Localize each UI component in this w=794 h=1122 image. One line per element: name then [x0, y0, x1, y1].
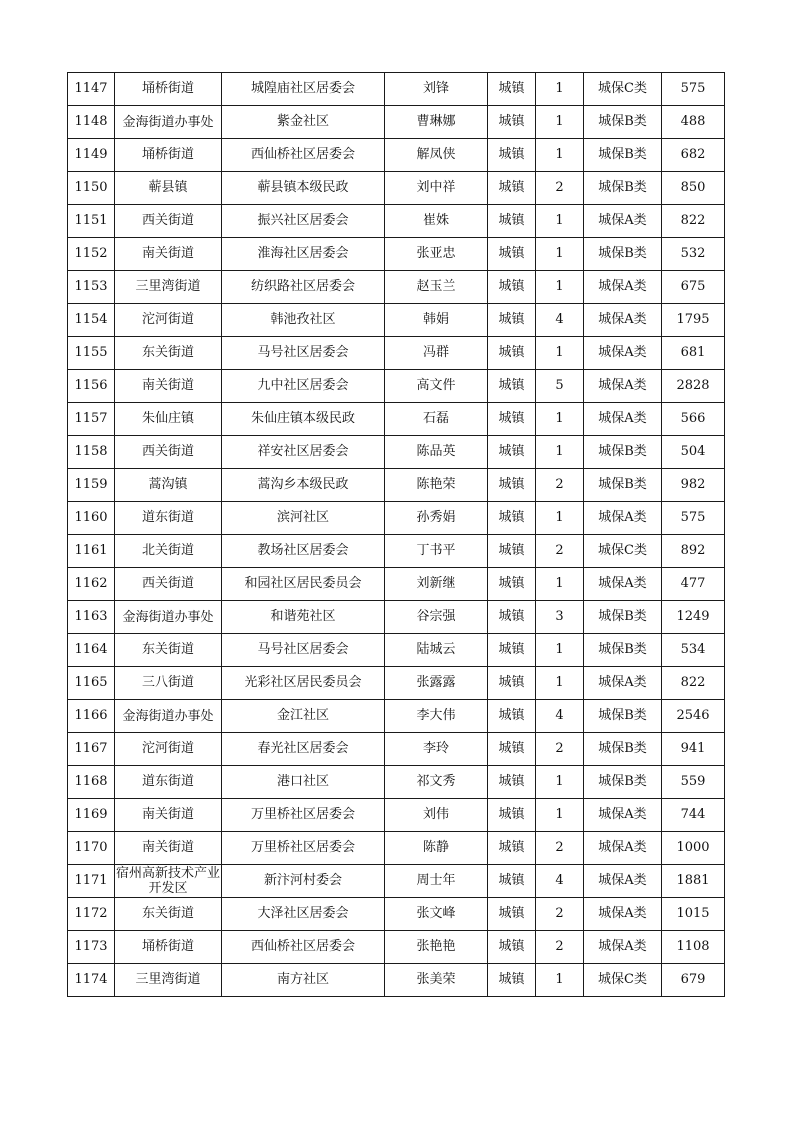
- street-office-cell: 道东街道: [115, 502, 222, 535]
- amount-cell: 504: [662, 436, 725, 469]
- household-count-cell: 1: [536, 766, 584, 799]
- household-count-cell: 4: [536, 700, 584, 733]
- row-number-cell: 1162: [68, 568, 115, 601]
- table-row: [68, 502, 725, 535]
- person-name-cell: 李大伟: [385, 700, 488, 733]
- table-row: [68, 403, 725, 436]
- assistance-category-cell: 城保B类: [584, 172, 662, 205]
- household-count-cell: 1: [536, 568, 584, 601]
- amount-cell: 822: [662, 205, 725, 238]
- table-row: [68, 271, 725, 304]
- assistance-category-cell: 城保B类: [584, 238, 662, 271]
- area-type-cell: 城镇: [488, 205, 536, 238]
- community-cell: 新汴河村委会: [222, 865, 385, 898]
- row-number-cell: 1153: [68, 271, 115, 304]
- assistance-category-cell: 城保C类: [584, 73, 662, 106]
- table-row: [68, 568, 725, 601]
- person-name-cell: 张艳艳: [385, 931, 488, 964]
- community-cell: 西仙桥社区居委会: [222, 139, 385, 172]
- assistance-category-cell: 城保B类: [584, 139, 662, 172]
- household-count-cell: 1: [536, 667, 584, 700]
- street-office-cell: 金海街道办事处: [115, 106, 222, 139]
- person-name-cell: 陆城云: [385, 634, 488, 667]
- assistance-category-cell: 城保B类: [584, 436, 662, 469]
- street-office-cell: 南关街道: [115, 832, 222, 865]
- table-row: [68, 601, 725, 634]
- amount-cell: 675: [662, 271, 725, 304]
- row-number-cell: 1174: [68, 964, 115, 997]
- street-office-cell: 金海街道办事处: [115, 700, 222, 733]
- row-number-cell: 1164: [68, 634, 115, 667]
- household-count-cell: 2: [536, 535, 584, 568]
- household-count-cell: 3: [536, 601, 584, 634]
- community-cell: 滨河社区: [222, 502, 385, 535]
- household-count-cell: 1: [536, 634, 584, 667]
- amount-cell: 941: [662, 733, 725, 766]
- amount-cell: 982: [662, 469, 725, 502]
- community-cell: 和园社区居民委员会: [222, 568, 385, 601]
- street-office-cell: 东关街道: [115, 898, 222, 931]
- household-count-cell: 1: [536, 436, 584, 469]
- person-name-cell: 祁文秀: [385, 766, 488, 799]
- amount-cell: 850: [662, 172, 725, 205]
- amount-cell: 1000: [662, 832, 725, 865]
- table-row: [68, 73, 725, 106]
- table-row: [68, 436, 725, 469]
- table-row: [68, 766, 725, 799]
- row-number-cell: 1172: [68, 898, 115, 931]
- table-row: [68, 238, 725, 271]
- household-count-cell: 1: [536, 964, 584, 997]
- community-cell: 万里桥社区居委会: [222, 799, 385, 832]
- table-row: [68, 898, 725, 931]
- household-count-cell: 1: [536, 337, 584, 370]
- row-number-cell: 1161: [68, 535, 115, 568]
- amount-cell: 822: [662, 667, 725, 700]
- street-office-cell: 南关街道: [115, 370, 222, 403]
- table-row: [68, 304, 725, 337]
- community-cell: 春光社区居委会: [222, 733, 385, 766]
- person-name-cell: 刘锋: [385, 73, 488, 106]
- row-number-cell: 1147: [68, 73, 115, 106]
- amount-cell: 488: [662, 106, 725, 139]
- row-number-cell: 1168: [68, 766, 115, 799]
- household-count-cell: 1: [536, 106, 584, 139]
- assistance-roster-table: [67, 72, 725, 997]
- table-row: [68, 931, 725, 964]
- person-name-cell: 解凤侠: [385, 139, 488, 172]
- street-office-cell: 三里湾街道: [115, 271, 222, 304]
- person-name-cell: 刘伟: [385, 799, 488, 832]
- area-type-cell: 城镇: [488, 337, 536, 370]
- household-count-cell: 1: [536, 799, 584, 832]
- amount-cell: 2828: [662, 370, 725, 403]
- street-office-cell: 北关街道: [115, 535, 222, 568]
- community-cell: 和谐苑社区: [222, 601, 385, 634]
- community-cell: 金江社区: [222, 700, 385, 733]
- person-name-cell: 韩娟: [385, 304, 488, 337]
- row-number-cell: 1151: [68, 205, 115, 238]
- row-number-cell: 1157: [68, 403, 115, 436]
- street-office-cell: 东关街道: [115, 634, 222, 667]
- row-number-cell: 1152: [68, 238, 115, 271]
- community-cell: 港口社区: [222, 766, 385, 799]
- area-type-cell: 城镇: [488, 106, 536, 139]
- person-name-cell: 高文件: [385, 370, 488, 403]
- street-office-cell: 宿州高新技术产业开发区: [116, 866, 221, 896]
- community-cell: 振兴社区居委会: [222, 205, 385, 238]
- community-cell: 朱仙庄镇本级民政: [222, 403, 385, 436]
- area-type-cell: 城镇: [488, 403, 536, 436]
- household-count-cell: 1: [536, 403, 584, 436]
- household-count-cell: 2: [536, 931, 584, 964]
- person-name-cell: 石磊: [385, 403, 488, 436]
- street-office-cell: 蕲县镇: [115, 172, 222, 205]
- person-name-cell: 崔姝: [385, 205, 488, 238]
- household-count-cell: 1: [536, 139, 584, 172]
- household-count-cell: 2: [536, 832, 584, 865]
- street-office-cell: 西关街道: [115, 436, 222, 469]
- amount-cell: 1249: [662, 601, 725, 634]
- person-name-cell: 陈静: [385, 832, 488, 865]
- street-office-cell: 金海街道办事处: [115, 601, 222, 634]
- row-number-cell: 1158: [68, 436, 115, 469]
- amount-cell: 566: [662, 403, 725, 436]
- table-row: [68, 733, 725, 766]
- street-office-cell: 南关街道: [115, 799, 222, 832]
- area-type-cell: 城镇: [488, 436, 536, 469]
- area-type-cell: 城镇: [488, 172, 536, 205]
- table-row: [68, 106, 725, 139]
- assistance-category-cell: 城保A类: [584, 337, 662, 370]
- person-name-cell: 张文峰: [385, 898, 488, 931]
- household-count-cell: 2: [536, 898, 584, 931]
- community-cell: 西仙桥社区居委会: [222, 931, 385, 964]
- assistance-category-cell: 城保B类: [584, 700, 662, 733]
- assistance-category-cell: 城保A类: [584, 667, 662, 700]
- person-name-cell: 张亚忠: [385, 238, 488, 271]
- amount-cell: 744: [662, 799, 725, 832]
- person-name-cell: 陈艳荣: [385, 469, 488, 502]
- area-type-cell: 城镇: [488, 667, 536, 700]
- row-number-cell: 1160: [68, 502, 115, 535]
- household-count-cell: 5: [536, 370, 584, 403]
- area-type-cell: 城镇: [488, 898, 536, 931]
- assistance-category-cell: 城保A类: [584, 898, 662, 931]
- area-type-cell: 城镇: [488, 601, 536, 634]
- community-cell: 韩池孜社区: [222, 304, 385, 337]
- amount-cell: 575: [662, 502, 725, 535]
- household-count-cell: 4: [536, 865, 584, 898]
- amount-cell: 681: [662, 337, 725, 370]
- street-office-cell: 道东街道: [115, 766, 222, 799]
- area-type-cell: 城镇: [488, 304, 536, 337]
- community-cell: 南方社区: [222, 964, 385, 997]
- assistance-category-cell: 城保A类: [584, 931, 662, 964]
- community-cell: 蕲县镇本级民政: [222, 172, 385, 205]
- street-office-cell: 朱仙庄镇: [115, 403, 222, 436]
- community-cell: 光彩社区居民委员会: [222, 667, 385, 700]
- street-office-cell: 南关街道: [115, 238, 222, 271]
- household-count-cell: 1: [536, 502, 584, 535]
- area-type-cell: 城镇: [488, 634, 536, 667]
- row-number-cell: 1148: [68, 106, 115, 139]
- area-type-cell: 城镇: [488, 865, 536, 898]
- community-cell: 祥安社区居委会: [222, 436, 385, 469]
- table-row: [68, 469, 725, 502]
- table-row: [68, 634, 725, 667]
- person-name-cell: 刘中祥: [385, 172, 488, 205]
- area-type-cell: 城镇: [488, 73, 536, 106]
- table-row: [68, 370, 725, 403]
- amount-cell: 477: [662, 568, 725, 601]
- community-cell: 大泽社区居委会: [222, 898, 385, 931]
- street-office-cell: 西关街道: [115, 205, 222, 238]
- area-type-cell: 城镇: [488, 469, 536, 502]
- assistance-category-cell: 城保B类: [584, 601, 662, 634]
- row-number-cell: 1171: [68, 865, 115, 898]
- row-number-cell: 1173: [68, 931, 115, 964]
- row-number-cell: 1159: [68, 469, 115, 502]
- community-cell: 淮海社区居委会: [222, 238, 385, 271]
- assistance-category-cell: 城保A类: [584, 568, 662, 601]
- table-row: [68, 700, 725, 733]
- table-row: [68, 865, 725, 898]
- amount-cell: 1015: [662, 898, 725, 931]
- area-type-cell: 城镇: [488, 700, 536, 733]
- community-cell: 万里桥社区居委会: [222, 832, 385, 865]
- household-count-cell: 1: [536, 73, 584, 106]
- amount-cell: 532: [662, 238, 725, 271]
- assistance-category-cell: 城保B类: [584, 469, 662, 502]
- person-name-cell: 孙秀娟: [385, 502, 488, 535]
- person-name-cell: 谷宗强: [385, 601, 488, 634]
- assistance-category-cell: 城保A类: [584, 865, 662, 898]
- assistance-category-cell: 城保B类: [584, 634, 662, 667]
- household-count-cell: 2: [536, 733, 584, 766]
- person-name-cell: 赵玉兰: [385, 271, 488, 304]
- table-row: [68, 799, 725, 832]
- amount-cell: 2546: [662, 700, 725, 733]
- area-type-cell: 城镇: [488, 964, 536, 997]
- assistance-category-cell: 城保A类: [584, 403, 662, 436]
- assistance-category-cell: 城保B类: [584, 766, 662, 799]
- amount-cell: 534: [662, 634, 725, 667]
- community-cell: 马号社区居委会: [222, 337, 385, 370]
- area-type-cell: 城镇: [488, 799, 536, 832]
- row-number-cell: 1163: [68, 601, 115, 634]
- table-row: [68, 205, 725, 238]
- street-office-cell: 三八街道: [115, 667, 222, 700]
- amount-cell: 682: [662, 139, 725, 172]
- assistance-category-cell: 城保A类: [584, 502, 662, 535]
- community-cell: 教场社区居委会: [222, 535, 385, 568]
- assistance-category-cell: 城保A类: [584, 271, 662, 304]
- assistance-category-cell: 城保B类: [584, 106, 662, 139]
- person-name-cell: 刘新继: [385, 568, 488, 601]
- area-type-cell: 城镇: [488, 535, 536, 568]
- amount-cell: 1108: [662, 931, 725, 964]
- household-count-cell: 1: [536, 205, 584, 238]
- table-row: [68, 172, 725, 205]
- community-cell: 九中社区居委会: [222, 370, 385, 403]
- assistance-category-cell: 城保C类: [584, 535, 662, 568]
- row-number-cell: 1165: [68, 667, 115, 700]
- community-cell: 紫金社区: [222, 106, 385, 139]
- street-office-cell: 三里湾街道: [115, 964, 222, 997]
- household-count-cell: 2: [536, 172, 584, 205]
- area-type-cell: 城镇: [488, 139, 536, 172]
- area-type-cell: 城镇: [488, 568, 536, 601]
- person-name-cell: 张露露: [385, 667, 488, 700]
- household-count-cell: 1: [536, 238, 584, 271]
- amount-cell: 1881: [662, 865, 725, 898]
- person-name-cell: 曹琳娜: [385, 106, 488, 139]
- household-count-cell: 1: [536, 271, 584, 304]
- street-office-cell: 埇桥街道: [115, 139, 222, 172]
- amount-cell: 679: [662, 964, 725, 997]
- amount-cell: 892: [662, 535, 725, 568]
- street-office-cell: 西关街道: [115, 568, 222, 601]
- area-type-cell: 城镇: [488, 370, 536, 403]
- row-number-cell: 1154: [68, 304, 115, 337]
- person-name-cell: 张美荣: [385, 964, 488, 997]
- community-cell: 蒿沟乡本级民政: [222, 469, 385, 502]
- assistance-category-cell: 城保A类: [584, 205, 662, 238]
- area-type-cell: 城镇: [488, 832, 536, 865]
- row-number-cell: 1167: [68, 733, 115, 766]
- street-office-cell: 沱河街道: [115, 733, 222, 766]
- community-cell: 马号社区居委会: [222, 634, 385, 667]
- amount-cell: 1795: [662, 304, 725, 337]
- assistance-category-cell: 城保A类: [584, 304, 662, 337]
- assistance-category-cell: 城保A类: [584, 370, 662, 403]
- table-row: [68, 832, 725, 865]
- row-number-cell: 1155: [68, 337, 115, 370]
- amount-cell: 575: [662, 73, 725, 106]
- amount-cell: 559: [662, 766, 725, 799]
- street-office-cell: 埇桥街道: [115, 73, 222, 106]
- table-row: [68, 964, 725, 997]
- area-type-cell: 城镇: [488, 733, 536, 766]
- community-cell: 纺织路社区居委会: [222, 271, 385, 304]
- row-number-cell: 1150: [68, 172, 115, 205]
- row-number-cell: 1156: [68, 370, 115, 403]
- area-type-cell: 城镇: [488, 271, 536, 304]
- person-name-cell: 李玲: [385, 733, 488, 766]
- street-office-cell: 东关街道: [115, 337, 222, 370]
- table-row: [68, 667, 725, 700]
- household-count-cell: 2: [536, 469, 584, 502]
- row-number-cell: 1149: [68, 139, 115, 172]
- person-name-cell: 丁书平: [385, 535, 488, 568]
- area-type-cell: 城镇: [488, 931, 536, 964]
- household-count-cell: 4: [536, 304, 584, 337]
- person-name-cell: 冯群: [385, 337, 488, 370]
- table-row: [68, 139, 725, 172]
- assistance-category-cell: 城保C类: [584, 964, 662, 997]
- community-cell: 城隍庙社区居委会: [222, 73, 385, 106]
- assistance-category-cell: 城保A类: [584, 832, 662, 865]
- row-number-cell: 1166: [68, 700, 115, 733]
- street-office-cell: 沱河街道: [115, 304, 222, 337]
- person-name-cell: 周士年: [385, 865, 488, 898]
- roster-body: [68, 73, 725, 997]
- person-name-cell: 陈品英: [385, 436, 488, 469]
- street-office-cell: 蒿沟镇: [115, 469, 222, 502]
- area-type-cell: 城镇: [488, 766, 536, 799]
- street-office-cell: 埇桥街道: [115, 931, 222, 964]
- area-type-cell: 城镇: [488, 502, 536, 535]
- area-type-cell: 城镇: [488, 238, 536, 271]
- row-number-cell: 1170: [68, 832, 115, 865]
- assistance-category-cell: 城保B类: [584, 733, 662, 766]
- assistance-category-cell: 城保A类: [584, 799, 662, 832]
- row-number-cell: 1169: [68, 799, 115, 832]
- table-row: [68, 535, 725, 568]
- table-row: [68, 337, 725, 370]
